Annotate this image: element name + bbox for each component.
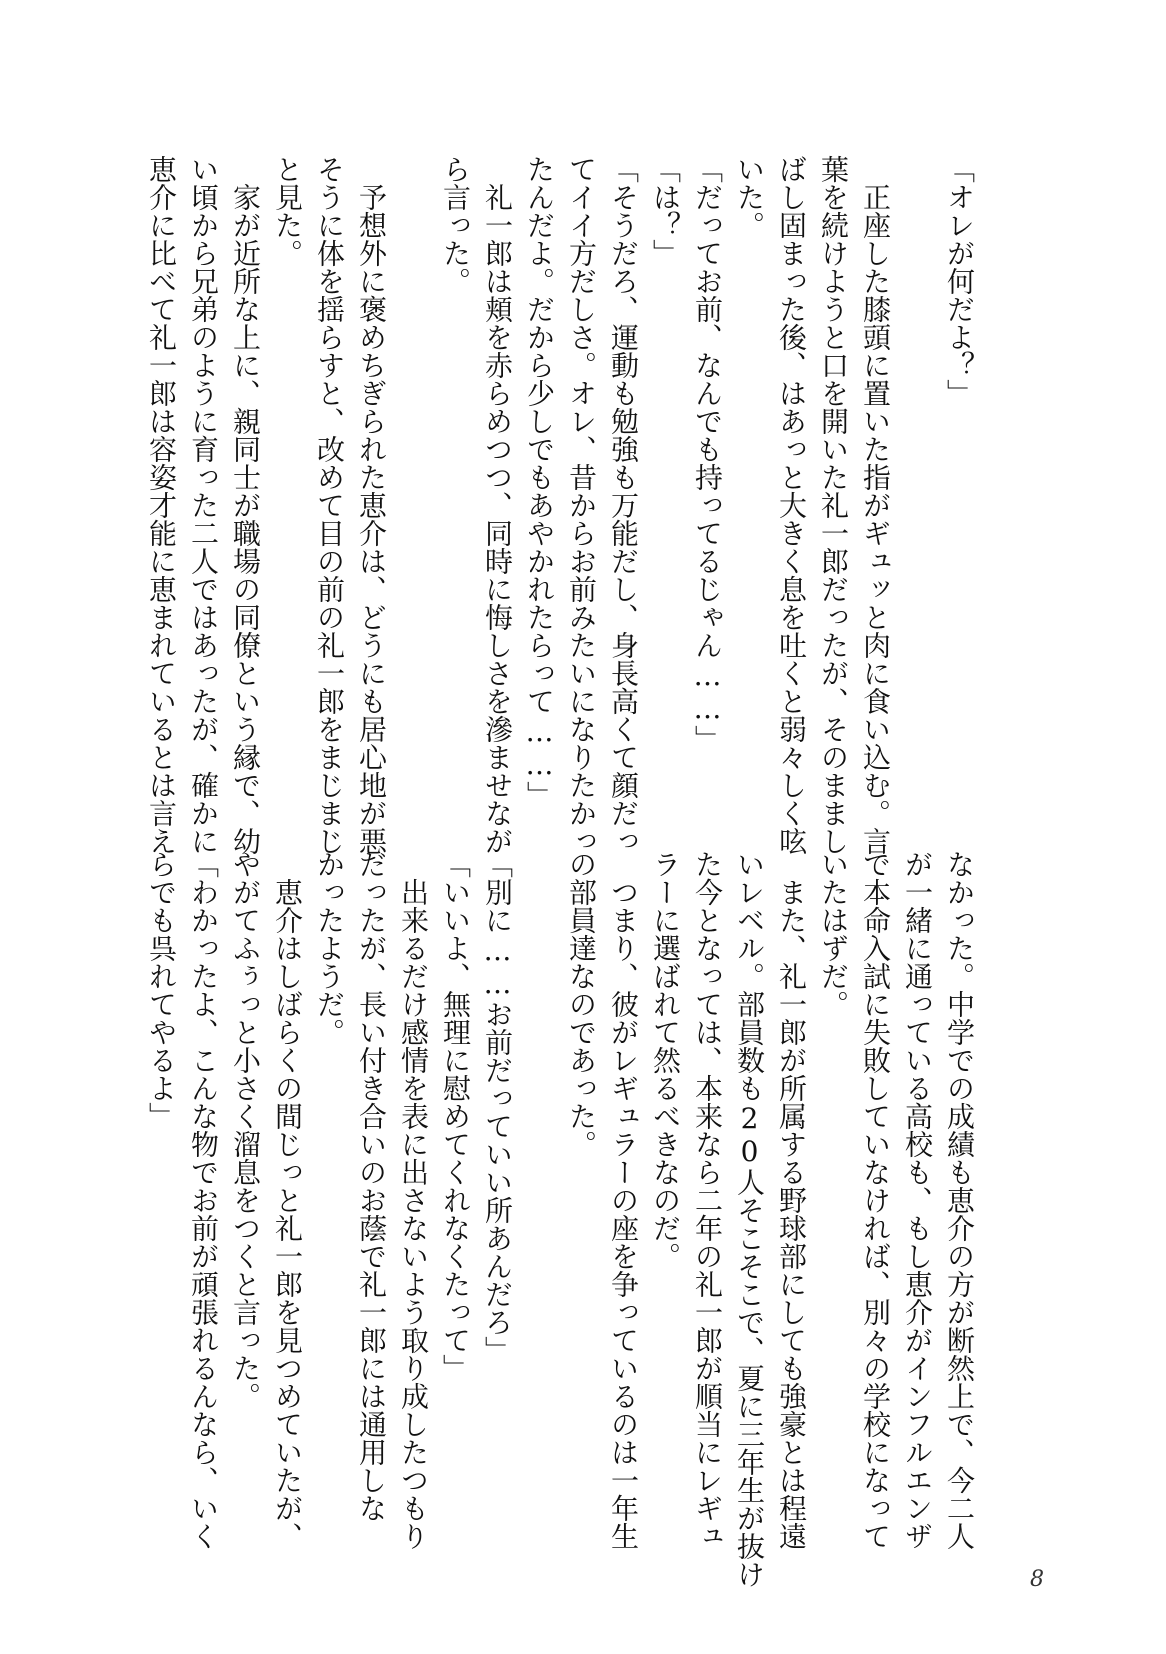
text-line: 恵介はしばらくの間じっと礼一郎を見つめていたが、: [271, 850, 304, 1550]
blank-line: [518, 850, 560, 1490]
text-line: 「は？」: [649, 155, 682, 267]
text-line: そうに体を揺らすと、改めて目の前の礼一郎をまじまじ: [313, 155, 346, 855]
text-line: 礼一郎は頬を赤らめつつ、同時に悔しさを滲ませなが: [481, 155, 514, 855]
text-line: ら言った。: [439, 155, 472, 295]
text-line: てイイ方だしさ。オレ、昔からお前みたいになりたかっ: [565, 155, 598, 855]
text-line: 「だってお前、なんでも持ってるじゃん……」: [691, 155, 724, 753]
text-line: ばし固まった後、はあっと大きく息を吐くと弱々しく呟: [775, 155, 808, 855]
text-line: が一緒に通っている高校も、もし恵介がインフルエンザ: [901, 850, 934, 1550]
text-line: だったが、長い付き合いのお蔭で礼一郎には通用しな: [355, 850, 388, 1522]
text-line: と見た。: [271, 155, 304, 267]
text-line: 予想外に褒めちぎられた恵介は、どうにも居心地が悪: [355, 155, 388, 855]
page-number: 8: [1030, 1567, 1044, 1592]
text-line: で本命入試に失敗していなければ、別々の学校になって: [859, 850, 892, 1550]
text-line: いレベル。部員数も20人そこそこで、夏に三年生が抜け: [733, 850, 766, 1588]
text-line: また、礼一郎が所属する野球部にしても強豪とは程遠: [775, 850, 808, 1550]
text-line: いた。: [733, 155, 766, 239]
text-line: 「オレが何だよ？」: [943, 155, 976, 407]
top-text-tier: [145, 155, 980, 855]
text-line: たんだよ。だから少しでもあやかれたらって……」: [523, 155, 556, 809]
text-line: かったようだ。: [313, 850, 346, 1046]
text-line: らでも呉れてやるよ」: [145, 850, 178, 1130]
text-line: の部員達なのであった。: [565, 850, 598, 1158]
bottom-text-tier: [145, 850, 980, 1588]
text-line: 正座した膝頭に置いた指がギュッと肉に食い込む。言: [859, 155, 892, 855]
text-line: ラーに選ばれて然るべきなのだ。: [649, 850, 682, 1270]
text-line: 「わかったよ、こんな物でお前が頑張れるんなら、いく: [187, 850, 220, 1550]
text-line: い頃から兄弟のように育った二人ではあったが、確かに: [187, 155, 220, 855]
text-line: 「別に……お前だっていい所あんだろ」: [481, 850, 514, 1364]
text-line: なかった。中学での成績も恵介の方が断然上で、今二人: [943, 850, 976, 1550]
text-line: 出来るだけ感情を表に出さないよう取り成したつもり: [397, 850, 430, 1550]
text-line: いたはずだ。: [817, 850, 850, 1018]
text-line: やがてふぅっと小さく溜息をつくと言った。: [229, 850, 262, 1410]
text-line: 恵介に比べて礼一郎は容姿才能に恵まれているとは言え: [145, 155, 178, 855]
text-line: 「いいよ、無理に慰めてくれなくたって」: [439, 850, 472, 1382]
text-line: 葉を続けようと口を開いた礼一郎だったが、そのままし: [817, 155, 850, 855]
text-line: 「そうだろ、運動も勉強も万能だし、身長高くて顔だっ: [607, 155, 640, 855]
blank-line: [896, 155, 938, 795]
text-line: 家が近所な上に、親同士が職場の同僚という縁で、幼: [229, 155, 262, 855]
text-line: つまり、彼がレギュラーの座を争っているのは一年生: [607, 850, 640, 1550]
text-line: た今となっては、本来なら二年の礼一郎が順当にレギュ: [691, 850, 724, 1550]
blank-line: [392, 155, 434, 795]
